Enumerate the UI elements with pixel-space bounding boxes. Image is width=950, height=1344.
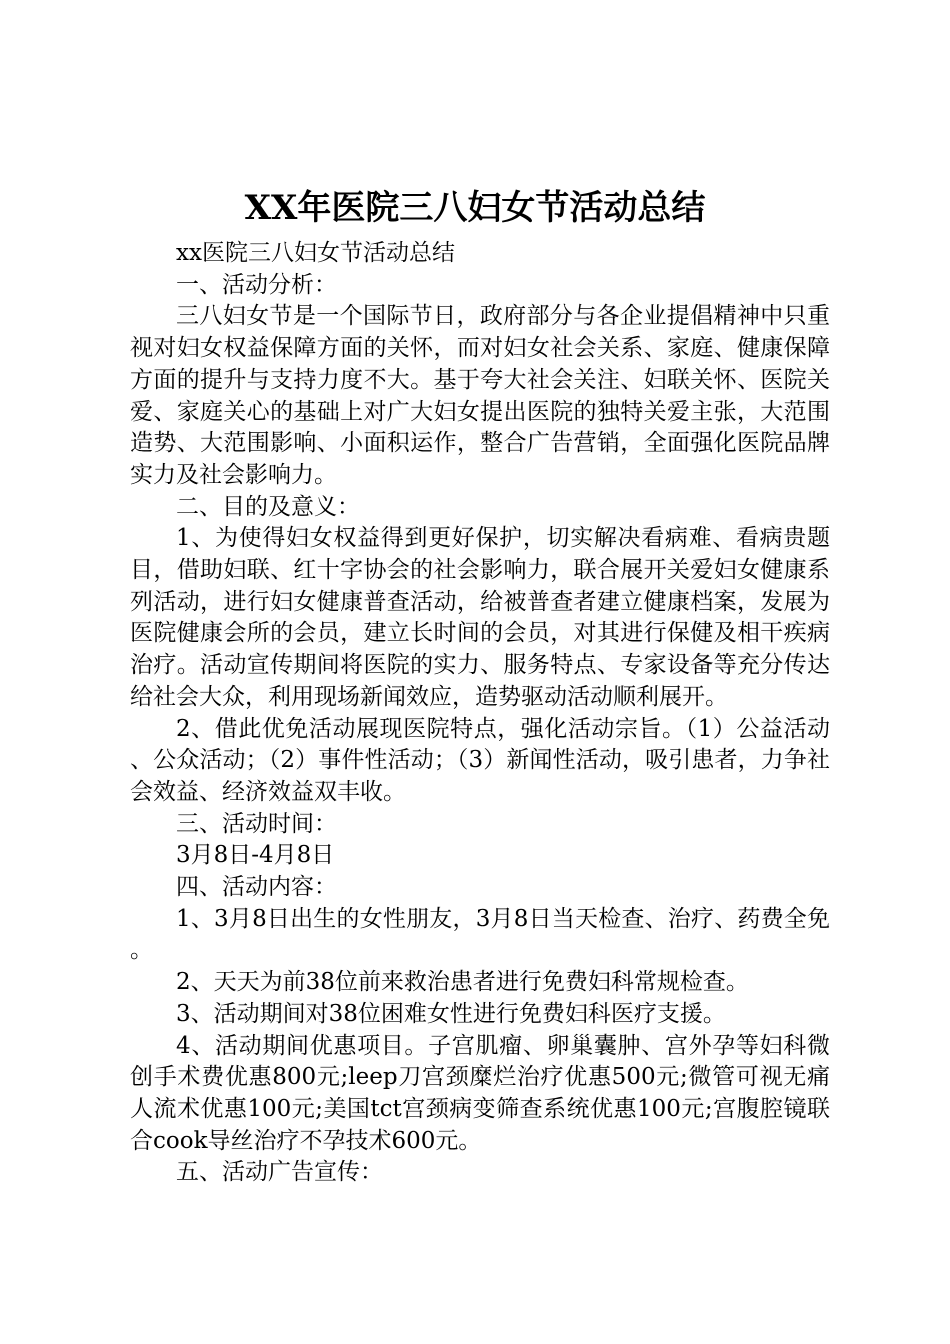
paragraph-content-2: 2、天天为前38位前来救治患者进行免费妇科常规检查。 <box>176 969 749 996</box>
section-heading-advertising: 五、活动广告宣传： <box>176 1159 383 1186</box>
document-title: XX年医院三八妇女节活动总结 <box>244 188 706 228</box>
section-heading-content: 四、活动内容： <box>176 874 337 901</box>
paragraph-analysis: 三八妇女节是一个国际节日，政府部分与各企业提倡精神中只重视对妇女权益保障方面的关怀，而对妇女社会关系、家庭、健康保障方面的提升与支持力度不大。基于夸大社会关注、妇联关怀、医院关爱、家庭关心的基础上对广大妇女提出医院的独特关爱主张，大范围造势、大范围影响、小面积运作，整合广告营销，全面强化医院品牌实力及社会影响力。 <box>130 303 830 488</box>
paragraph-purpose-2: 2、借此优免活动展现医院特点，强化活动宗旨。（1）公益活动、公众活动；（2）事件性活动；（3）新闻性活动，吸引患者，力争社会效益、经济效益双丰收。 <box>130 715 830 805</box>
paragraph-time: 3月8日-4月8日 <box>176 842 335 869</box>
document-body <box>130 238 830 1189</box>
paragraph-content-4: 4、活动期间优惠项目。子宫肌瘤、卵巢囊肿、宫外孕等妇科微创手术费优惠800元;leep刀宫颈糜烂治疗优惠500元;微管可视无痛人流术优惠100元;美国tct宫颈病变筛查系统优惠100元;宫腹腔镜联合cook导丝治疗不孕技术600元。 <box>130 1032 830 1154</box>
paragraph-content-3: 3、活动期间对38位困难女性进行免费妇科医疗支援。 <box>176 1000 726 1027</box>
subtitle-paragraph: xx医院三八妇女节活动总结 <box>176 240 455 266</box>
paragraph-content-1: 1、3月8日出生的女性朋友，3月8日当天检查、治疗、药费全免。 <box>130 905 830 964</box>
section-heading-purpose: 二、目的及意义： <box>176 493 360 520</box>
section-heading-time: 三、活动时间： <box>176 810 337 837</box>
paragraph-purpose-1: 1、为使得妇女权益得到更好保护，切实解决看病难、看病贵题目，借助妇联、红十字协会的社会影响力，联合展开关爱妇女健康系列活动，进行妇女健康普查活动，给被普查者建立健康档案，发展为医院健康会所的会员，建立长时间的会员，对其进行保健及相干疾病治疗。活动宣传期间将医院的实力、服务特点、专家设备等充分传达给社会大众，利用现场新闻效应，造势驱动活动顺利展开。 <box>130 525 830 710</box>
section-heading-analysis: 一、活动分析： <box>176 271 337 298</box>
